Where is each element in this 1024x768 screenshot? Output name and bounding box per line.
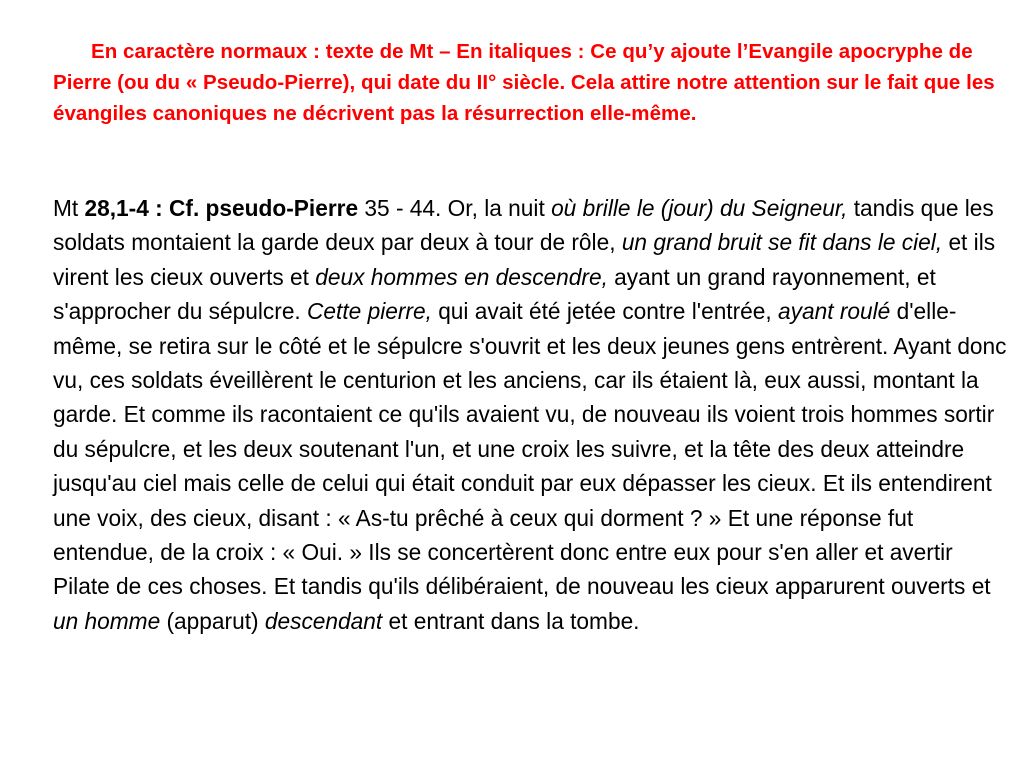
passage-text: et entrant dans la tombe. [382,607,640,634]
intro-note: En caractère normaux : texte de Mt – En italiques : Ce qu’y ajoute l’Evangile apocryphe de Pierre (ou du « Pseudo-Pierre), qui date du II° siècle. Cela attire notre attention sur le fait que les évangiles canoniques ne décrivent pas la résurrection elle-même. [53,40,995,125]
passage-reference: 28,1-4 : Cf. pseudo-Pierre [84,195,359,221]
passage-text: ayant un grand rayonnement, et s'approcher du sépulcre. [53,263,936,325]
apocryphal-addition: un grand bruit se fit dans le ciel, [621,229,943,256]
gospel-passage [53,191,1015,638]
passage-text: et ils virent les cieux ouverts et [53,229,996,290]
passage-text: (apparut) [160,607,265,634]
apocryphal-addition: un homme [53,607,161,634]
passage-text: qui avait été jetée contre l'entrée, [431,298,779,325]
apocryphal-addition: deux hommes en descendre, [315,263,608,290]
passage-text: tandis que les soldats montaient la garde deux par deux à tour de rôle, [53,195,994,256]
apocryphal-addition: descendant [264,607,383,634]
apocryphal-addition: ayant roulé [778,298,891,325]
passage-text: d'elle-même, se retira sur le côté et le sépulcre s'ouvrit et les deux jeunes gens entrèrent. Ayant donc vu, ces soldats éveillèrent le centurion et les anciens, car ils étaient là, eux aussi, montant la garde. Et comme ils racontaient ce qu'ils avaient vu, de nouveau ils voient trois hommes sortir du sépulcre, et les deux soutenant l'un, et une croix les suivre, et la tête des deux atteindre jusqu'au ciel mais celle de celui qui était conduit par eux dépasser les cieux. Et ils entendirent une voix, des cieux, disant : « As-tu prêché à ceux qui dorment ? » Et une réponse fut entendue, de la croix : « Oui. » Ils se concertèrent donc entre eux pour s'en aller et avertir Pilate de ces choses. Et tandis qu'ils délibéraient, de nouveau les cieux apparurent ouverts et [53,298,1007,600]
apocryphal-addition: Cette pierre, [307,298,432,325]
book-abbreviation: Mt [53,195,79,221]
apocryphal-addition: où brille le (jour) du Seigneur, [551,195,848,221]
passage-text: 35 - 44. Or, la nuit [358,195,552,221]
